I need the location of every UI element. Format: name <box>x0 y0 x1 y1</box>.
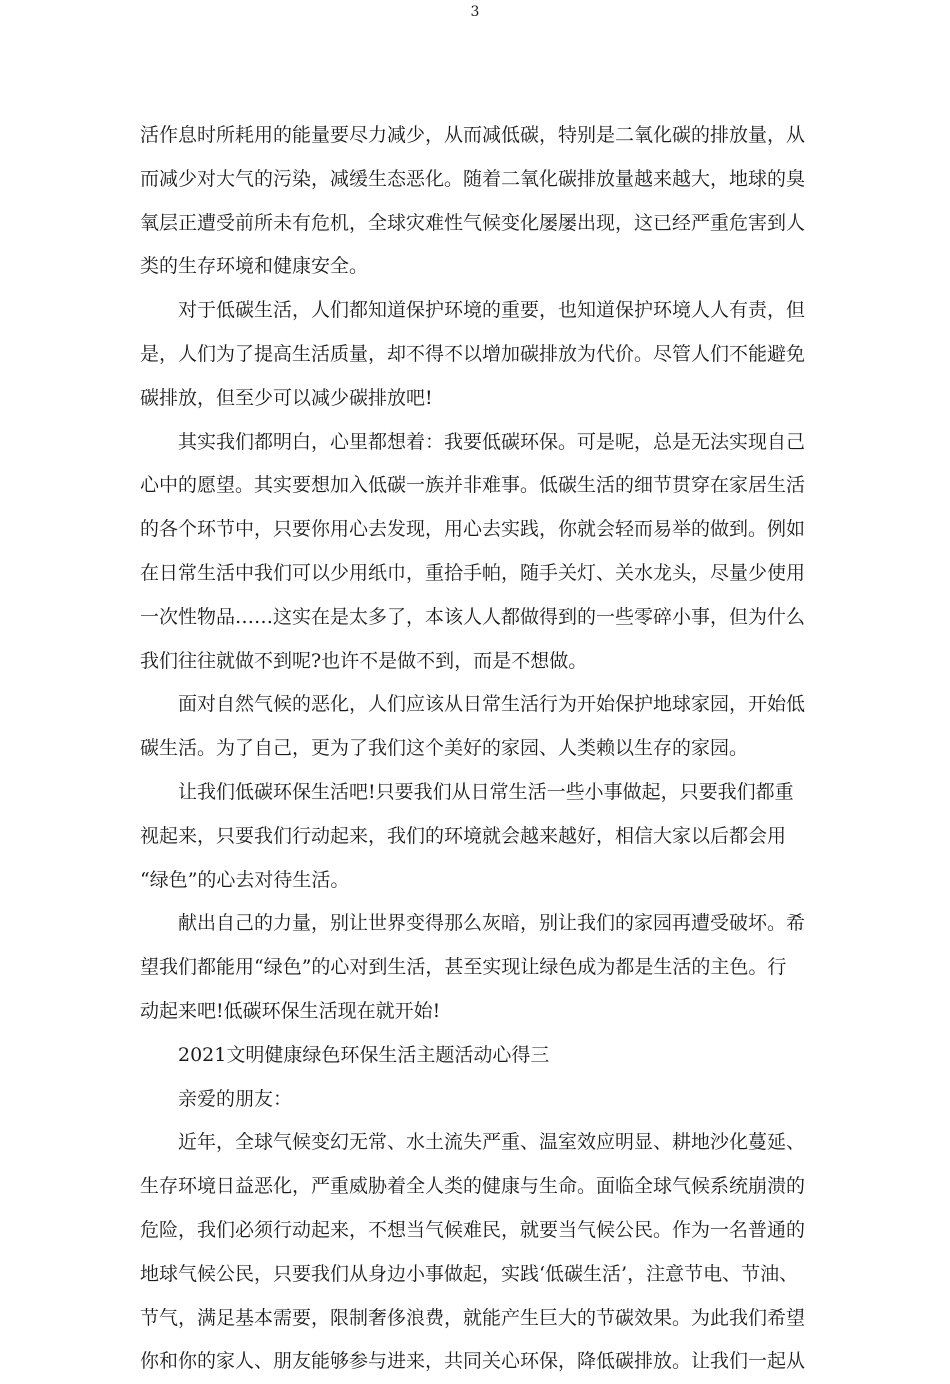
document-body <box>140 114 820 1384</box>
text-line: 你和你的家人、朋友能够参与进来，共同关心环保，降低碳排放。让我们一起从 <box>140 1350 806 1373</box>
text-line: 一次性物品……这实在是太多了，本该人人都做得到的一些零碎小事，但为什么 <box>140 605 806 628</box>
text-line: 节气，满足基本需要，限制奢侈浪费，就能产生巨大的节碳效果。为此我们希望 <box>140 1306 806 1329</box>
text-line: 的各个环节中，只要你用心去发现，用心去实践，你就会轻而易举的做到。例如 <box>140 518 806 541</box>
text-line: 2021文明健康绿色环保生活主题活动心得三 <box>178 1043 550 1066</box>
text-line: 我们往往就做不到呢?也许不是做不到，而是不想做。 <box>140 649 588 672</box>
text-line: “绿色”的心去对待生活。 <box>140 868 350 891</box>
text-line: 是，人们为了提高生活质量，却不得不以增加碳排放为代价。尽管人们不能避免 <box>140 342 806 365</box>
text-line: 活作息时所耗用的能量要尽力减少，从而减低碳，特别是二氧化碳的排放量，从 <box>140 124 806 146</box>
page-number: 3 <box>470 4 480 20</box>
text-line: 近年，全球气候变幻无常、水土流失严重、温室效应明显、耕地沙化蔓延、 <box>178 1131 806 1154</box>
text-line: 其实我们都明白，心里都想着：我要低碳环保。可是呢，总是无法实现自己 <box>178 430 806 453</box>
text-line: 视起来，只要我们行动起来，我们的环境就会越来越好，相信大家以后都会用 <box>140 824 787 847</box>
text-line: 面对自然气候的恶化，人们应该从日常生活行为开始保护地球家园，开始低 <box>178 693 806 716</box>
text-line: 类的生存环境和健康安全。 <box>140 255 369 278</box>
text-line: 动起来吧!低碳环保生活现在就开始! <box>140 999 441 1022</box>
text-line: 在日常生活中我们可以少用纸巾，重拾手帕，随手关灯、关水龙头，尽量少使用 <box>140 561 806 584</box>
text-line: 让我们低碳环保生活吧!只要我们从日常生活一些小事做起，只要我们都重 <box>178 780 794 803</box>
text-line: 地球气候公民，只要我们从身边小事做起，实践‘低碳生活’，注意节电、节油、 <box>140 1262 799 1285</box>
text-line: 亲爱的朋友： <box>178 1087 293 1110</box>
text-line: 而减少对大气的污染，减缓生态恶化。随着二氧化碳排放量越来越大，地球的臭 <box>140 167 806 190</box>
text-line: 望我们都能用“绿色”的心对到生活，甚至实现让绿色成为都是生活的主色。行 <box>140 956 787 979</box>
text-line: 献出自己的力量，别让世界变得那么灰暗，别让我们的家园再遭受破坏。希 <box>178 912 806 935</box>
text-line: 心中的愿望。其实要想加入低碳一族并非难事。低碳生活的细节贯穿在家居生活 <box>140 474 806 497</box>
text-line: 碳排放，但至少可以减少碳排放吧! <box>140 386 433 409</box>
text-line: 生存环境日益恶化，严重威胁着全人类的健康与生命。面临全球气候系统崩溃的 <box>140 1175 806 1198</box>
text-line: 氧层正遭受前所未有危机，全球灾难性气候变化屡屡出现，这已经严重危害到人 <box>140 211 806 234</box>
text-line: 对于低碳生活，人们都知道保护环境的重要，也知道保护环境人人有责，但 <box>178 299 806 322</box>
text-line: 危险，我们必须行动起来，不想当气候难民，就要当气候公民。作为一名普通的 <box>140 1218 806 1241</box>
text-line: 碳生活。为了自己，更为了我们这个美好的家园、人类赖以生存的家园。 <box>140 737 749 760</box>
